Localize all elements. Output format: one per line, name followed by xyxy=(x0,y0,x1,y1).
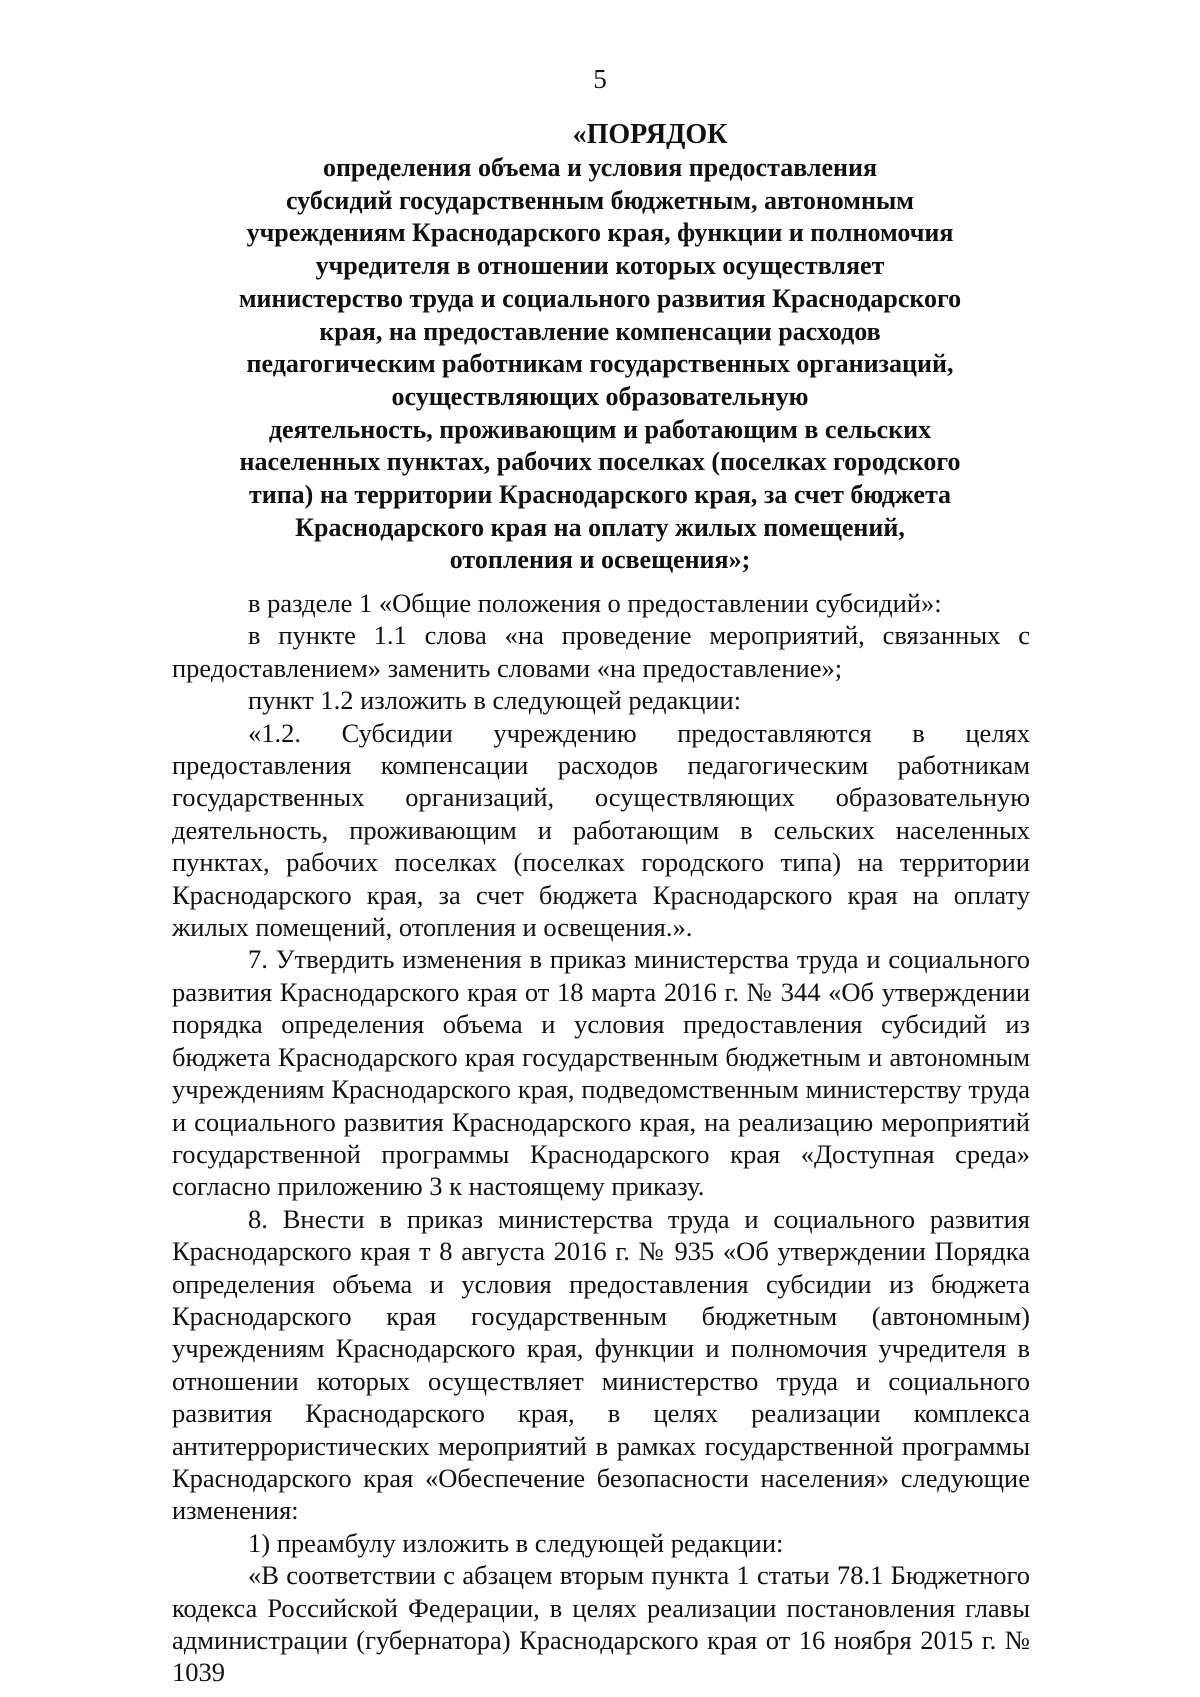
body-paragraph: «1.2. Субсидии учреждению предоставляются в целях предоставления компенсации расходов педагогическим работникам государственных организаций, осуществляющих образовательную деятельность, проживающим и работающим в сельских населенных пунктах, рабочих поселках (поселках городского типа) на территории Краснодарского края, за счет бюджета Краснодарского края на оплату жилых помещений, отопления и освещения.». xyxy=(172,717,1030,943)
title-line: педагогическим работникам государственных организаций, xyxy=(246,349,954,379)
document-body xyxy=(172,587,1030,1689)
body-paragraph: 7. Утвердить изменения в приказ министерства труда и социального развития Краснодарского края от 18 марта 2016 г. № 344 «Об утверждении порядка определения объема и условия предоставления субсидий из бюджета Краснодарского края государственным бюджетным и автономным учреждениям Краснодарского края, подведомственным министерству труда и социального развития Краснодарского края, на реализацию мероприятий государственной программы Краснодарского края «Доступная среда» согласно приложению 3 к настоящему приказу. xyxy=(172,944,1030,1202)
title-line: населенных пунктах, рабочих поселках (поселках городского xyxy=(239,447,961,477)
title-line: определения объема и условия предоставления xyxy=(322,153,878,182)
title-line: края, на предоставление компенсации расходов xyxy=(319,316,881,346)
body-paragraph: 8. Внести в приказ министерства труда и социального развития Краснодарского края т 8 августа 2016 г. № 935 «Об утверждении Порядка определения объема и условия предоставления субсидии из бюджета Краснодарского края государственным бюджетным (автономным) учреждениям Краснодарского края, функции и полномочия учредителя в отношении которых осуществляет министерство труда и социального развития Краснодарского края, в целях реализации комплекса антитеррористических мероприятий в рамках государственной программы Краснодарского края «Обеспечение безопасности населения» следующие изменения: xyxy=(172,1203,1030,1526)
title-line: учреждениям Краснодарского края, функции и полномочия xyxy=(246,218,954,248)
title-line: типа) на территории Краснодарского края, за счет бюджета xyxy=(248,480,952,510)
body-paragraph: в пункте 1.1 слова «на проведение мероприятий, связанных с предоставлением» заменить словами «на предоставление»; xyxy=(172,620,1030,683)
title-line: отопления и освещения»; xyxy=(449,545,751,575)
page-number: 5 xyxy=(593,64,607,94)
title-line: осуществляющих образовательную xyxy=(391,381,809,411)
title-heading: «ПОРЯДОК xyxy=(572,119,728,150)
title-line: министерство труда и социального развития Краснодарского xyxy=(238,283,962,313)
title-line: учредителя в отношении которых осуществляет xyxy=(315,251,885,281)
title-line: Краснодарского края на оплату жилых помещений, xyxy=(295,512,905,542)
document-title xyxy=(150,118,1050,577)
title-line: деятельность, проживающим и работающим в сельских xyxy=(268,414,932,444)
title-line: субсидий государственным бюджетным, автономным xyxy=(285,185,915,215)
body-paragraph: в разделе 1 «Общие положения о предоставлении субсидий»: xyxy=(248,588,942,618)
body-paragraph: пункт 1.2 изложить в следующей редакции: xyxy=(248,685,742,716)
body-paragraph: «В соответствии с абзацем вторым пункта 1 статьи 78.1 Бюджетного кодекса Российской Федерации, в целях реализации постановления главы администрации (губернатора) Краснодарского края от 16 ноября 2015 г. № 1039 xyxy=(172,1560,1030,1688)
body-paragraph: 1) преамбулу изложить в следующей редакции: xyxy=(248,1527,784,1558)
